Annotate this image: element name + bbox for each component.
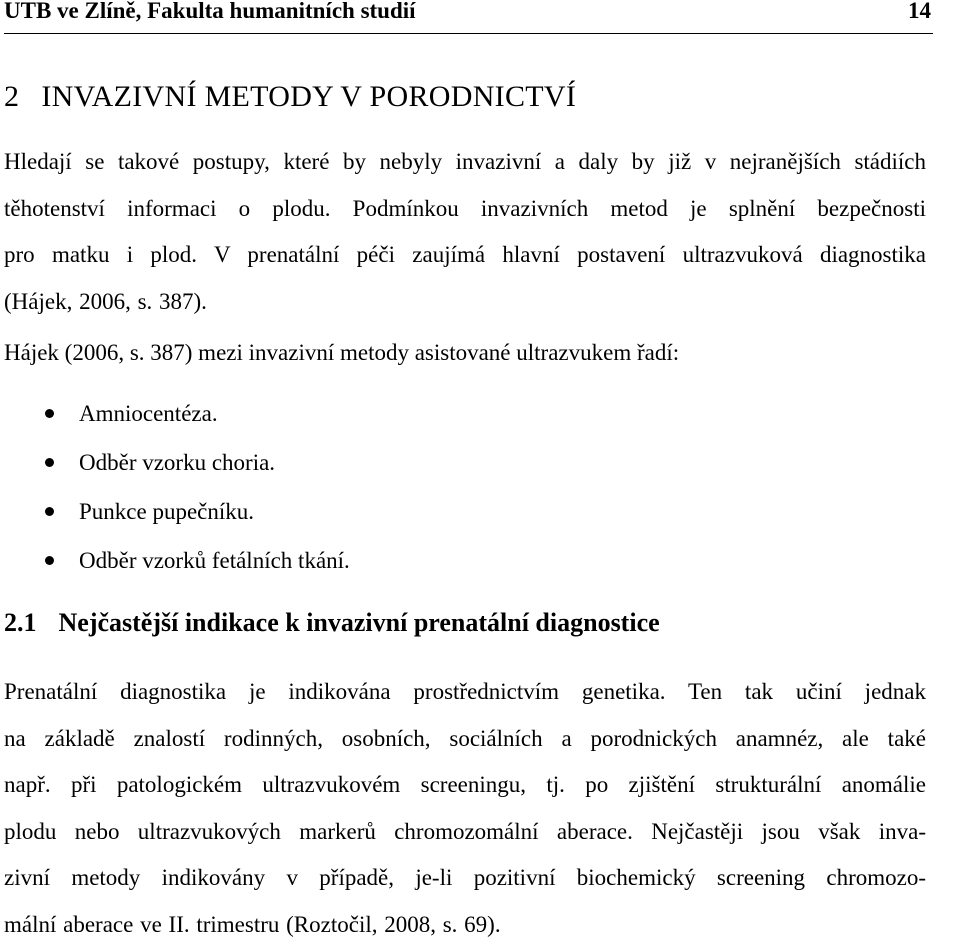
section-number: 2.1 [4,608,37,637]
paragraph-line: např. při patologickém ultrazvukovém screeningu, tj. po zjištění strukturální anomálie [4,762,926,809]
paragraph-line: (Hájek, 2006, s. 387). [4,279,926,326]
section-title: Nejčastější indikace k invazivní prenatální diagnostice [59,608,660,637]
paragraph-line: Prenatální diagnostika je indikována prostřednictvím genetika. Ten tak učiní jednak [4,669,926,716]
bullet-icon [45,556,54,565]
paragraph-line: mální aberace ve II. trimestru (Roztočil, 2008, s. 69). [4,902,926,948]
chapter-number: 2 [4,80,19,113]
list-item-text: Amniocentéza. [79,401,218,426]
bullet-icon [45,458,54,467]
list-item [0,493,350,542]
paragraph-line: plodu nebo ultrazvukových markerů chromozomální aberace. Nejčastěji jsou však inva- [4,809,926,856]
chapter-heading [4,80,576,114]
list-item [0,395,350,444]
bullet-icon [45,409,54,418]
chapter-title: INVAZIVNÍ METODY V PORODNICTVÍ [41,80,576,113]
bullet-icon [45,507,54,516]
paragraph-line: zivní metody indikovány v případě, je-li pozitivní biochemický screening chromozo- [4,855,926,902]
list-item-text: Odběr vzorku choria. [79,450,275,475]
list-item-text: Punkce pupečníku. [79,499,254,524]
paragraph-line: Hledají se takové postupy, které by nebyly invazivní a daly by již v nejranějších stádiích [4,139,926,186]
header-institution: UTB ve Zlíně, Fakulta humanitních studií [4,0,416,24]
list-item-text: Odběr vzorků fetálních tkání. [79,548,350,573]
page-number: 14 [908,0,931,24]
section-heading [4,608,660,638]
section-paragraph [4,669,926,948]
list-item [0,444,350,493]
paragraph-line: pro matku i plod. V prenatální péči zaujímá hlavní postavení ultrazvuková diagnostika [4,232,926,279]
intro-paragraph [4,139,926,325]
method-list [0,395,350,591]
running-header [4,0,933,34]
list-item [0,542,350,591]
list-intro: Hájek (2006, s. 387) mezi invazivní metody asistované ultrazvukem řadí: [4,340,679,366]
paragraph-line: těhotenství informaci o plodu. Podmínkou invazivních metod je splnění bezpečnosti [4,186,926,233]
paragraph-line: na základě znalostí rodinných, osobních, sociálních a porodnických anamnéz, ale také [4,716,926,763]
